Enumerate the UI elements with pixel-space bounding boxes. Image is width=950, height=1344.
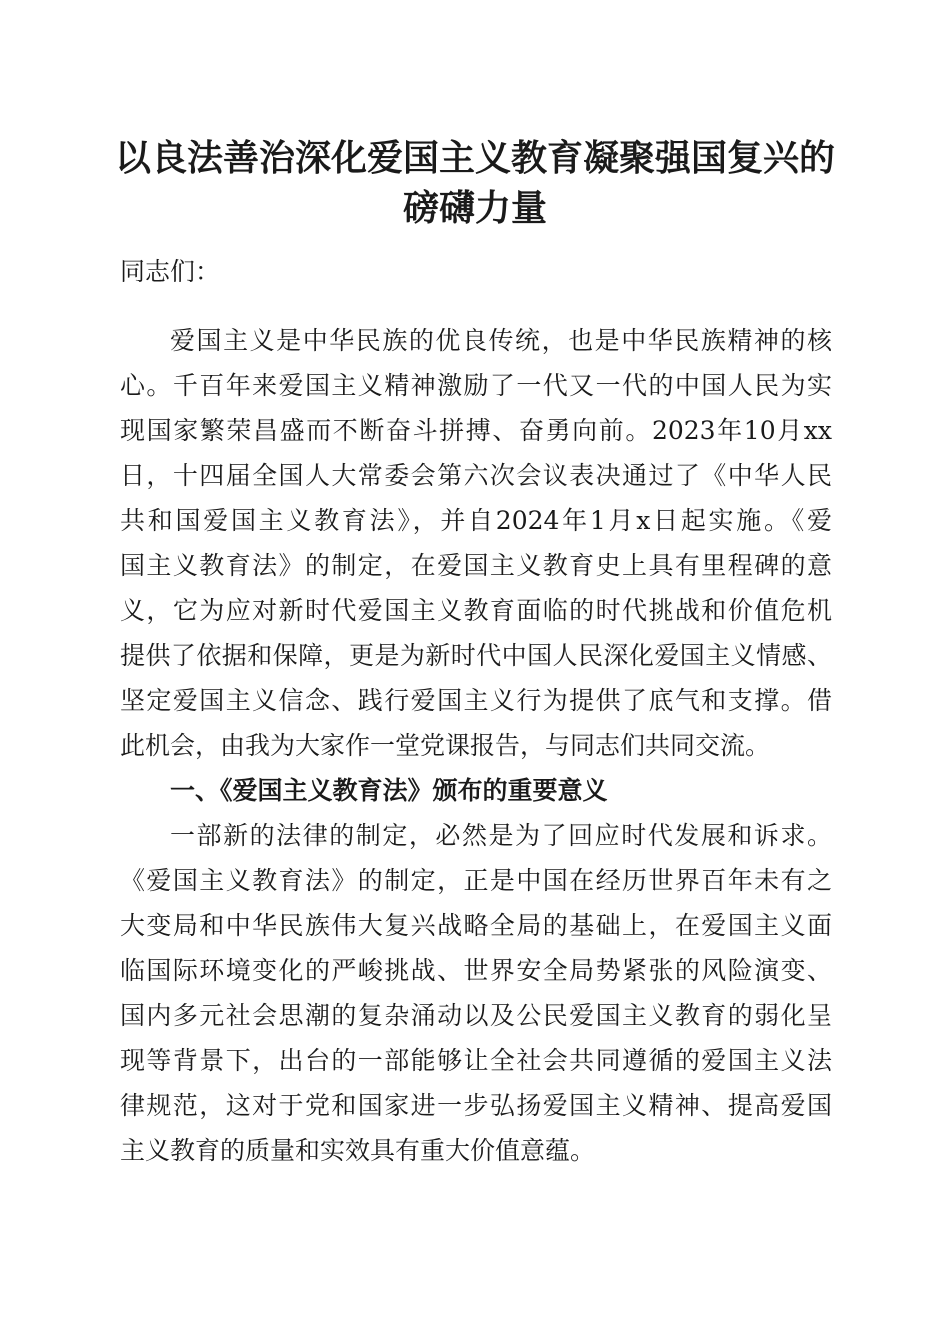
paragraph-1-line: 国主义教育法》的制定，在爱国主义教育史上具有里程碑的意 xyxy=(120,551,832,580)
paragraph-1-line: 爱国主义是中华民族的优良传统，也是中华民族精神的核 xyxy=(170,326,832,355)
document-title-line-2: 磅礴力量 xyxy=(402,187,547,229)
paragraph-1-line: 日，十四届全国人大常委会第六次会议表决通过了《中华人民 xyxy=(120,461,832,490)
paragraph-1-line: 共和国爱国主义教育法》，并自2024年1月x日起实施。《爱 xyxy=(120,506,832,535)
paragraph-1-line: 义，它为应对新时代爱国主义教育面临的时代挑战和价值危机 xyxy=(120,596,832,625)
paragraph-2-line: 大变局和中华民族伟大复兴战略全局的基础上，在爱国主义面 xyxy=(120,911,832,940)
paragraph-2-line: 律规范，这对于党和国家进一步弘扬爱国主义精神、提高爱国 xyxy=(120,1091,832,1120)
section-1-heading: 一、《爱国主义教育法》颁布的重要意义 xyxy=(170,776,608,805)
paragraph-1-line: 此机会，由我为大家作一堂党课报告，与同志们共同交流。 xyxy=(120,731,771,760)
paragraph-2-line: 主义教育的质量和实效具有重大价值意蕴。 xyxy=(120,1136,596,1165)
paragraph-1-line: 坚定爱国主义信念、践行爱国主义行为提供了底气和支撑。借 xyxy=(120,686,832,715)
salutation: 同志们： xyxy=(120,257,221,286)
paragraph-2-line: 临国际环境变化的严峻挑战、世界安全局势紧张的风险演变、 xyxy=(120,956,832,985)
paragraph-2-line: 一部新的法律的制定，必然是为了回应时代发展和诉求。 xyxy=(170,821,832,850)
document-title-line-1: 以良法善治深化爱国主义教育凝聚强国复兴的 xyxy=(114,137,835,179)
paragraph-1-line: 现国家繁荣昌盛而不断奋斗拼搏、奋勇向前。2023年10月xx xyxy=(120,416,832,445)
paragraph-1-line: 提供了依据和保障，更是为新时代中国人民深化爱国主义情感、 xyxy=(120,641,832,670)
paragraph-1-line: 心。千百年来爱国主义精神激励了一代又一代的中国人民为实 xyxy=(120,371,832,400)
paragraph-2-line: 国内多元社会思潮的复杂涌动以及公民爱国主义教育的弱化呈 xyxy=(120,1001,832,1030)
paragraph-2-line: 现等背景下，出台的一部能够让全社会共同遵循的爱国主义法 xyxy=(120,1046,832,1075)
paragraph-2-line: 《爱国主义教育法》的制定，正是中国在经历世界百年未有之 xyxy=(120,866,832,895)
